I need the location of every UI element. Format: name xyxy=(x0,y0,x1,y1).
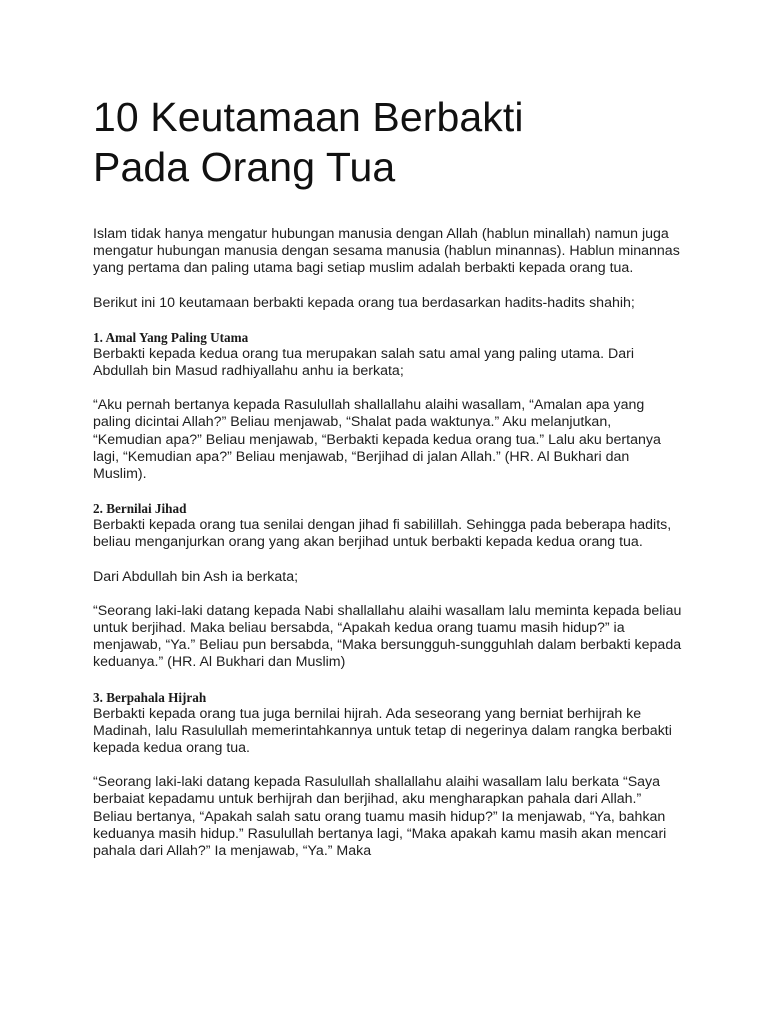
section-paragraph: Dari Abdullah bin Ash ia berkata; xyxy=(93,568,299,585)
hadith-quote: “Seorang laki-laki datang kepada Rasulullah shallallahu alaihi wasallam lalu berkata “Saya berbaiat kepadamu untuk berhijrah dan berjihad, aku mengharapkan pahala dari Allah.” Beliau bertanya, “Apakah salah satu orang tuamu masih hidup?” Ia menjawab, “Ya, bahkan keduanya masih hidup.” Rasulullah bertanya lagi, “Maka apakah kamu masih akan mencari pahala dari Allah?” Ia menjawab, “Ya.” Maka xyxy=(93,774,667,860)
section-paragraph: Berbakti kepada orang tua senilai dengan jihad fi sabilillah. Sehingga pada beberapa hadits, beliau menganjurkan orang yang akan berjihad untuk berbakti kepada kedua orang tua. xyxy=(93,517,672,551)
section-heading: 2. Bernilai Jihad xyxy=(93,501,187,517)
section-1 xyxy=(93,329,683,483)
section-heading: 3. Berpahala Hijrah xyxy=(93,689,207,705)
section-paragraph: Berbakti kepada orang tua juga bernilai hijrah. Ada seseorang yang berniat berhijrah ke Madinah, lalu Rasulullah memerintahkannya untuk tetap di negerinya dalam rangka berbakti kepada kedua orang tua. xyxy=(93,705,672,757)
hadith-quote: “Seorang laki-laki datang kepada Nabi shallallahu alaihi wasallam lalu meminta kepada beliau untuk berjihad. Maka beliau bersabda, “Apakah kedua orang tuamu masih hidup?” ia menjawab, “Ya.” Beliau pun bersabda, “Maka bersungguh-sungguhlah dalam berbakti kepada keduanya.” (HR. Al Bukhari dan Muslim) xyxy=(93,602,682,671)
section-paragraph: Berbakti kepada kedua orang tua merupakan salah satu amal yang paling utama. Dari Abdullah bin Masud radhiyallahu anhu ia berkata; xyxy=(93,345,635,380)
intro-list-lead: Berikut ini 10 keutamaan berbakti kepada orang tua berdasarkan hadits-hadits shahih; xyxy=(93,294,635,311)
title-line-1: 10 Keutamaan Berbakti xyxy=(93,94,524,140)
hadith-quote: “Aku pernah bertanya kepada Rasulullah shallallahu alaihi wasallam, “Amalan apa yang paling dicintai Allah?” Beliau menjawab, “Shalat pada waktunya.” Aku melanjutkan, “Kemudian apa?” Beliau menjawab, “Berbakti kepada kedua orang tua.” Lalu aku bertanya lagi, “Kemudian apa?” Beliau menjawab, “Berjihad di jalan Allah.” (HR. Al Bukhari dan Muslim). xyxy=(93,397,661,483)
document-title xyxy=(93,92,683,192)
section-3 xyxy=(93,689,683,861)
document-page xyxy=(93,92,683,877)
intro-paragraph: Islam tidak hanya mengatur hubungan manusia dengan Allah (hablun minallah) namun juga mengatur hubungan manusia dengan sesama manusia (hablun minannas). Hablun minannas yang pertama dan paling utama bagi setiap muslim adalah berbakti kepada orang tua. xyxy=(93,226,680,277)
section-heading: 1. Amal Yang Paling Utama xyxy=(93,329,249,345)
title-line-2: Pada Orang Tua xyxy=(93,144,396,190)
section-2 xyxy=(93,500,683,671)
